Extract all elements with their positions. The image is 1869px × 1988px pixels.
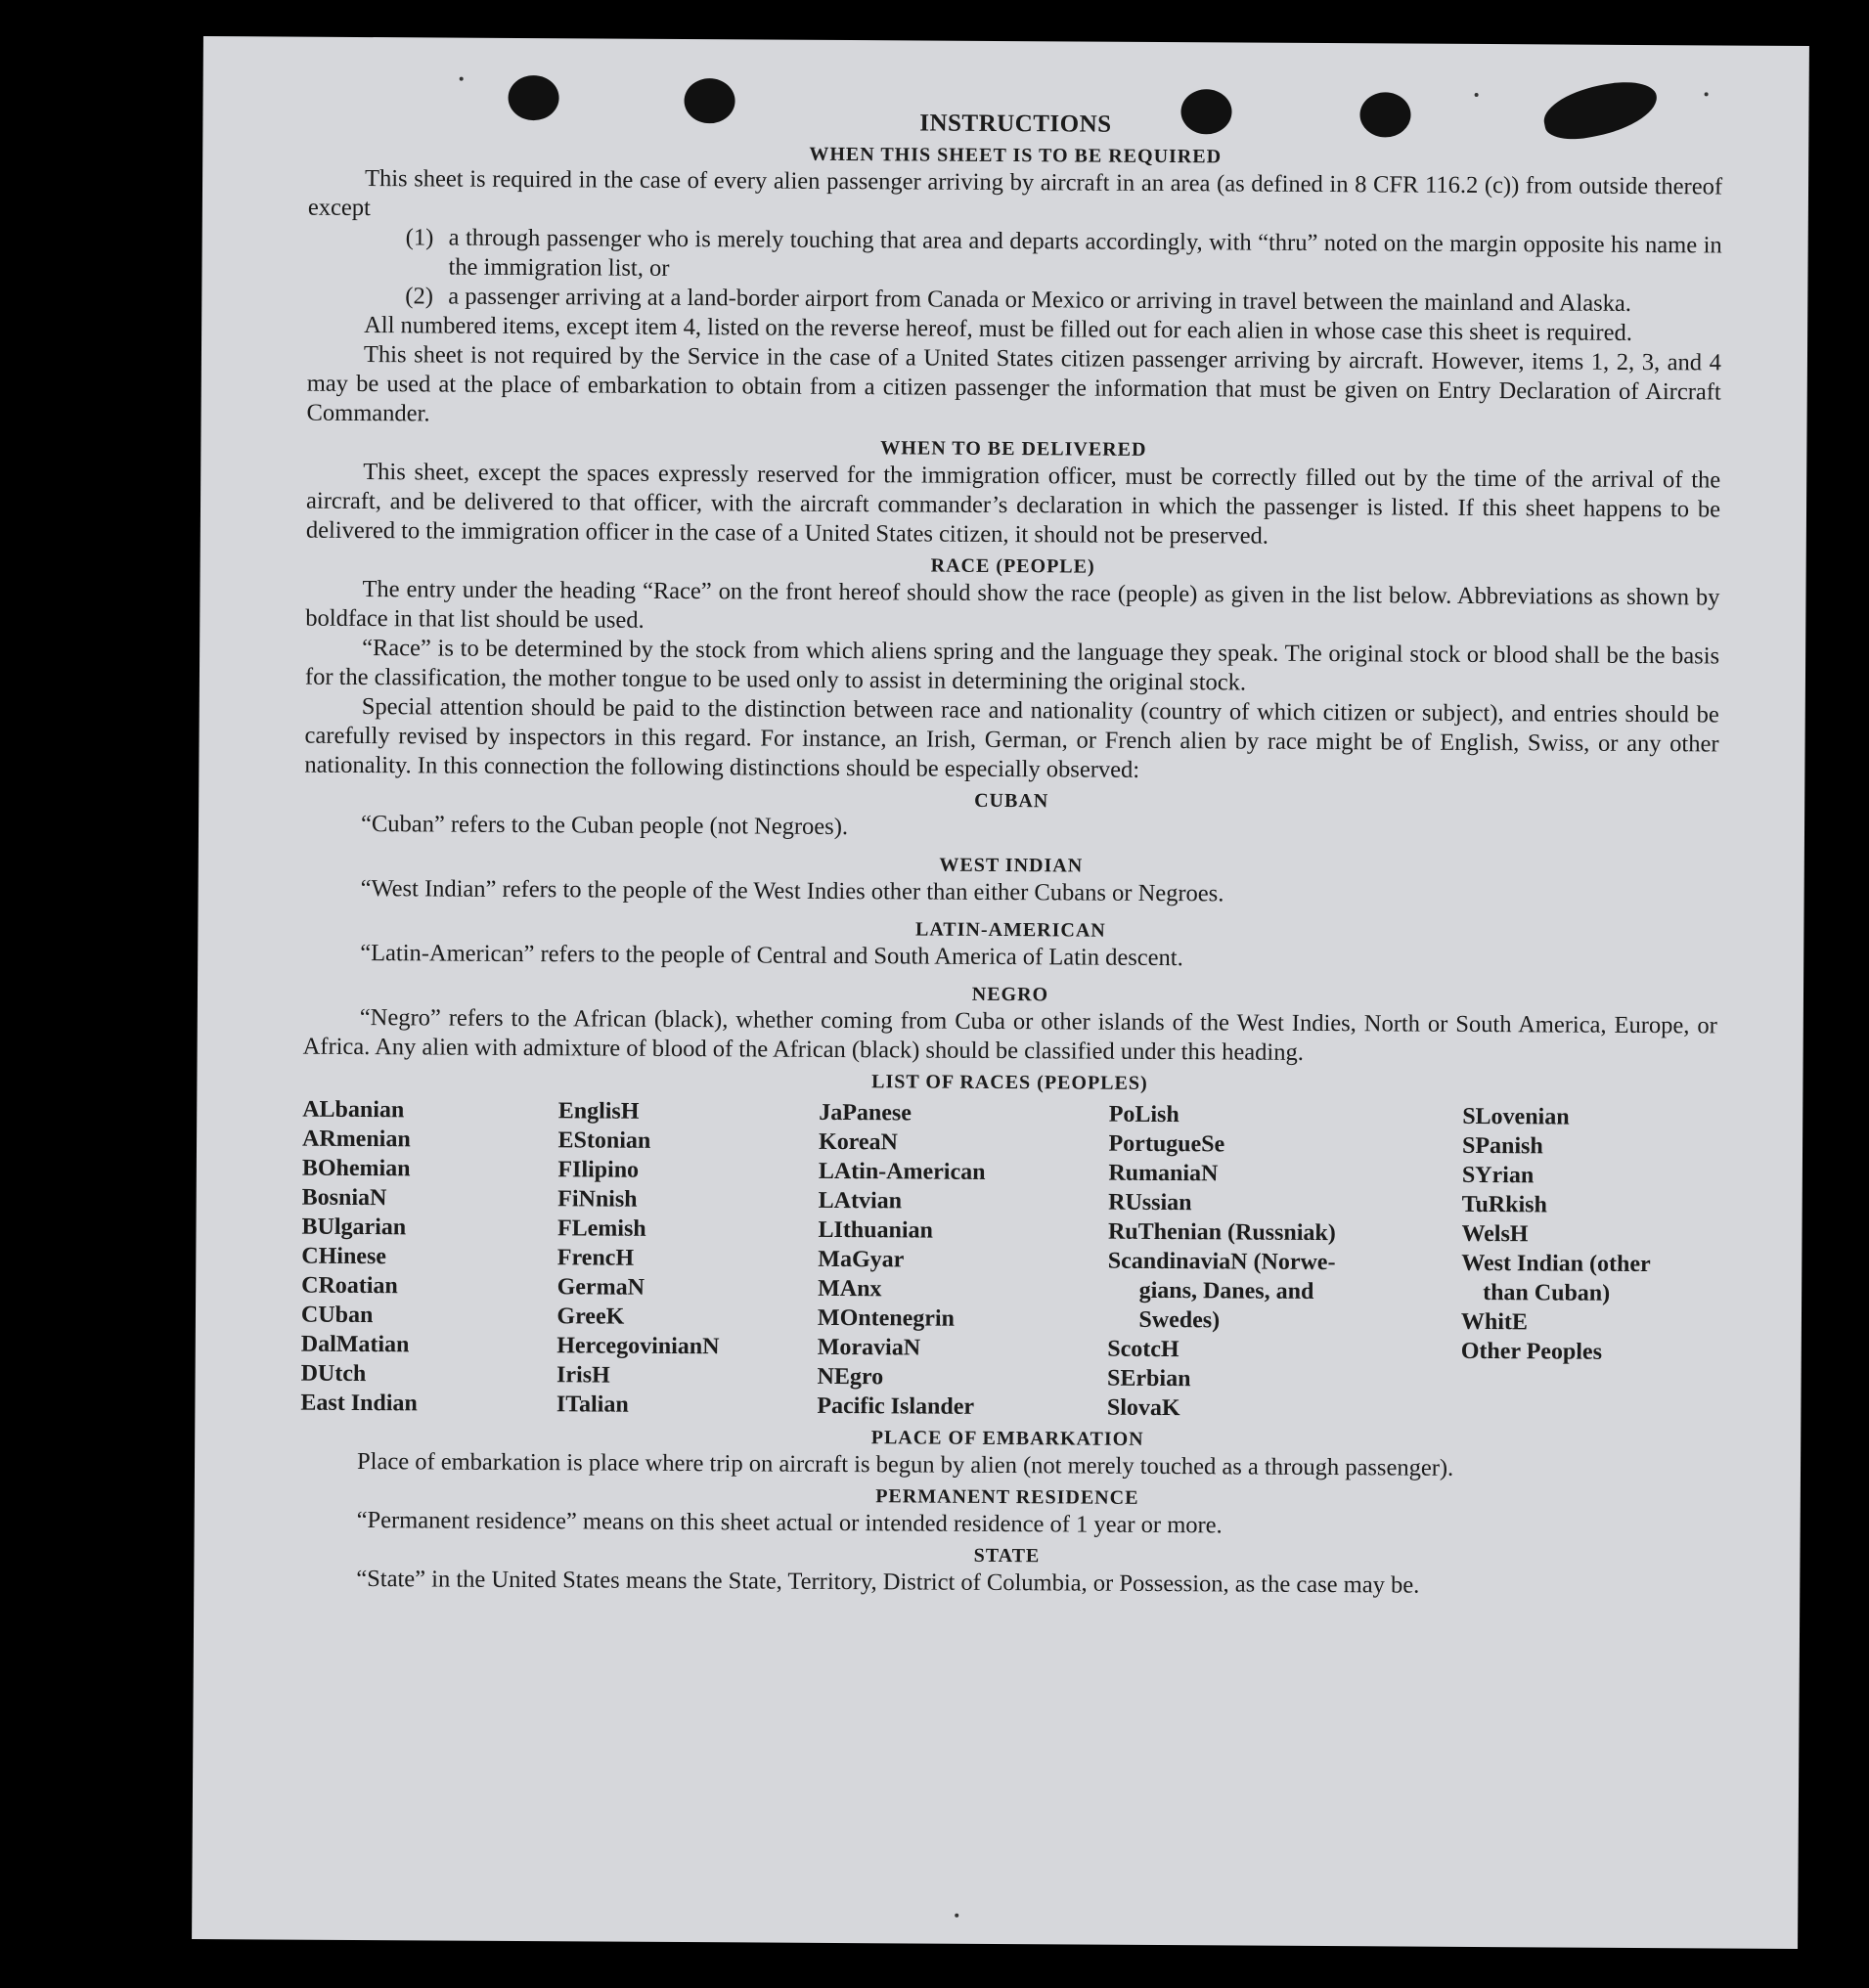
race-entry: IrisH — [556, 1362, 610, 1389]
race-entry: Pacific Islander — [817, 1392, 975, 1420]
race-entry: CRoatian — [301, 1272, 398, 1300]
race-entry: ITalian — [556, 1392, 629, 1418]
race-entry-continuation: gians, Danes, and — [1138, 1277, 1314, 1304]
race-entry: MaGyar — [818, 1246, 905, 1273]
race-entry: TuRkish — [1461, 1191, 1547, 1218]
paragraph: “Race” is to be determined by the stock from which aliens spring and the language they speak. The original stock or blood shall be the basis for the classification, the mother tongue to be used only to assist in determining the original stock. — [304, 635, 1720, 696]
race-entry-continuation: than Cuban) — [1483, 1280, 1611, 1306]
race-entry: BOhemian — [301, 1155, 411, 1182]
paragraph: This sheet is required in the case of every alien passenger arriving by aircraft in an area (as defined in 8 CFR 116.2 (c)) from outside thereof except — [307, 165, 1723, 222]
race-entry: MoraviaN — [817, 1334, 921, 1361]
paragraph: Special attention should be paid to the distinction between race and nationality (country of which citizen or subject), and entries should be carefully revised by inspectors in this regard. For instance, an Irish, German, or French alien by race might be of English, Swiss, or any other nationality. In this connection the following distinctions should be especially observed: — [304, 693, 1719, 783]
item-text: a through passenger who is merely touching that area and departs accordingly, with “thru” noted on the margin opposite his name in the immigration list, or — [448, 224, 1722, 282]
section-heading-residence: PERMANENT RESIDENCE — [875, 1485, 1139, 1509]
paragraph: The entry under the heading “Race” on the front hereof should show the race (people) as given in the list below. Abbreviations as shown by boldface in that list should be used. — [305, 576, 1720, 634]
race-entry: LIthuanian — [818, 1216, 933, 1244]
races-column — [1460, 1102, 1716, 1427]
race-entry: Other Peoples — [1460, 1338, 1603, 1365]
race-entry: HercegovinianN — [556, 1333, 720, 1360]
paragraph: “Cuban” refers to the Cuban people (not Negroes). — [360, 811, 849, 841]
item-number: (1) — [405, 224, 434, 251]
race-entry: ARmenian — [301, 1126, 411, 1153]
races-column — [1107, 1100, 1393, 1425]
speck — [460, 77, 464, 81]
race-entry: SlovaK — [1106, 1394, 1180, 1422]
paragraph: “State” in the United States means the State, Territory, District of Columbia, or Possession, as the case may be. — [356, 1565, 1420, 1599]
race-entry: PoLish — [1108, 1101, 1179, 1128]
race-entry: RuThenian (Russniak) — [1107, 1218, 1336, 1247]
speck — [1475, 93, 1479, 97]
race-entry: GermaN — [556, 1274, 645, 1301]
race-entry: WelsH — [1461, 1220, 1529, 1248]
paragraph: “Permanent residence” means on this sheet actual or intended residence of 1 year or more. — [356, 1506, 1223, 1539]
section-heading-list-of-races: LIST OF RACES (PEOPLES) — [871, 1071, 1148, 1094]
race-entry: CUban — [300, 1302, 374, 1329]
race-entry: FIlipino — [557, 1157, 640, 1183]
race-entry: SErbian — [1107, 1365, 1191, 1392]
paragraph: This sheet is not required by the Service in the case of a United States citizen passenger arriving by aircraft. However, items 1, 2, 3, and 4 may be used at the place of embarkation to obtain from a citizen passenger the information that must be given on Entry Declaration of Aircraft Commander. — [306, 341, 1722, 427]
section-heading-latin-american: LATIN-AMERICAN — [914, 918, 1106, 942]
race-entry: West Indian (other — [1461, 1250, 1651, 1278]
race-entry: East Indian — [300, 1390, 418, 1417]
race-entry: BosniaN — [301, 1184, 387, 1212]
section-heading-required: WHEN THIS SHEET IS TO BE REQUIRED — [809, 143, 1223, 168]
document-sheet — [192, 36, 1809, 1949]
section-heading-negro: NEGRO — [971, 983, 1049, 1006]
race-entry: BUlgarian — [301, 1214, 407, 1241]
page-title: INSTRUCTIONS — [919, 110, 1112, 138]
item-number: (2) — [405, 283, 433, 310]
race-entry: EnglisH — [557, 1098, 640, 1125]
race-entry: RUssian — [1108, 1189, 1192, 1216]
race-entry: JaPanese — [819, 1099, 912, 1127]
speck — [955, 1914, 958, 1918]
race-entry: MOntenegrin — [817, 1304, 956, 1332]
race-entry: LAtin-American — [818, 1158, 986, 1185]
race-entry: RumaniaN — [1108, 1160, 1219, 1187]
race-entry: ALbanian — [302, 1096, 405, 1124]
race-entry: SYrian — [1461, 1162, 1535, 1189]
section-heading-race: RACE (PEOPLE) — [930, 554, 1095, 578]
races-list — [300, 1095, 1716, 1427]
race-entry: KoreaN — [818, 1128, 899, 1156]
race-entry: FiNnish — [557, 1186, 638, 1213]
section-heading-state: STATE — [973, 1544, 1041, 1568]
race-entry: ScandinaviaN (Norwe- — [1107, 1248, 1336, 1276]
race-entry: CHinese — [301, 1243, 387, 1270]
speck — [1705, 92, 1709, 96]
race-entry: EStonian — [557, 1127, 651, 1154]
race-entry: WhitE — [1460, 1308, 1529, 1336]
section-heading-west-indian: WEST INDIAN — [939, 854, 1084, 877]
race-entry: FrencH — [556, 1245, 635, 1271]
paragraph: “Latin-American” refers to the people of Central and South America of Latin descent. — [360, 939, 1183, 972]
race-entry: GreeK — [556, 1303, 625, 1330]
paragraph: This sheet, except the spaces expressly reserved for the immigration officer, must be correctly filled out by the time of the arrival of the aircraft, and be delivered to that officer, with the aircraft commander’s declaration in which the passenger is listed. If this sheet happens to be delivered to the immigration officer in the case of a United States citizen, it should not be preserved. — [305, 459, 1721, 550]
race-entry: DUtch — [300, 1360, 367, 1388]
item-text: a passenger arriving at a land-border airport from Canada or Mexico or arriving in travel between the mainland and Alaska. — [448, 283, 1631, 317]
race-entry: NEgro — [817, 1363, 884, 1391]
race-entry: SPanish — [1461, 1132, 1543, 1160]
race-entry: DalMatian — [300, 1331, 410, 1358]
section-heading-delivered: WHEN TO BE DELIVERED — [880, 437, 1147, 461]
instructions-content — [299, 106, 1722, 1603]
section-heading-embarkation: PLACE OF EMBARKATION — [870, 1427, 1144, 1450]
races-column — [817, 1098, 1097, 1423]
paragraph: “West Indian” refers to the people of the West Indies other than either Cubans or Negroes. — [360, 875, 1224, 907]
race-entry: FLemish — [556, 1215, 646, 1242]
paragraph: Place of embarkation is place where trip on aircraft is begun by alien (not merely touched as a through passenger). — [356, 1447, 1454, 1481]
races-column — [556, 1096, 808, 1421]
race-entry: LAtvian — [818, 1187, 903, 1215]
race-entry: MAnx — [818, 1275, 882, 1303]
list-item — [405, 223, 1721, 289]
race-entry: SLovenian — [1462, 1103, 1570, 1130]
race-entry: PortugueSe — [1108, 1130, 1225, 1158]
section-heading-cuban: CUBAN — [974, 789, 1049, 813]
paragraph: All numbered items, except item 4, listed on the reverse hereof, must be filled out for each alien in whose case this sheet is required. — [364, 312, 1632, 346]
race-entry-continuation: Swedes) — [1138, 1306, 1221, 1334]
race-entry: ScotcH — [1107, 1336, 1179, 1363]
paragraph: “Negro” refers to the African (black), whether coming from Cuba or other islands of the West Indies, North or South America, Europe, or Africa. Any alien with admixture of blood of the African (black) should be classified under this heading. — [302, 1003, 1717, 1066]
races-column — [300, 1095, 547, 1420]
